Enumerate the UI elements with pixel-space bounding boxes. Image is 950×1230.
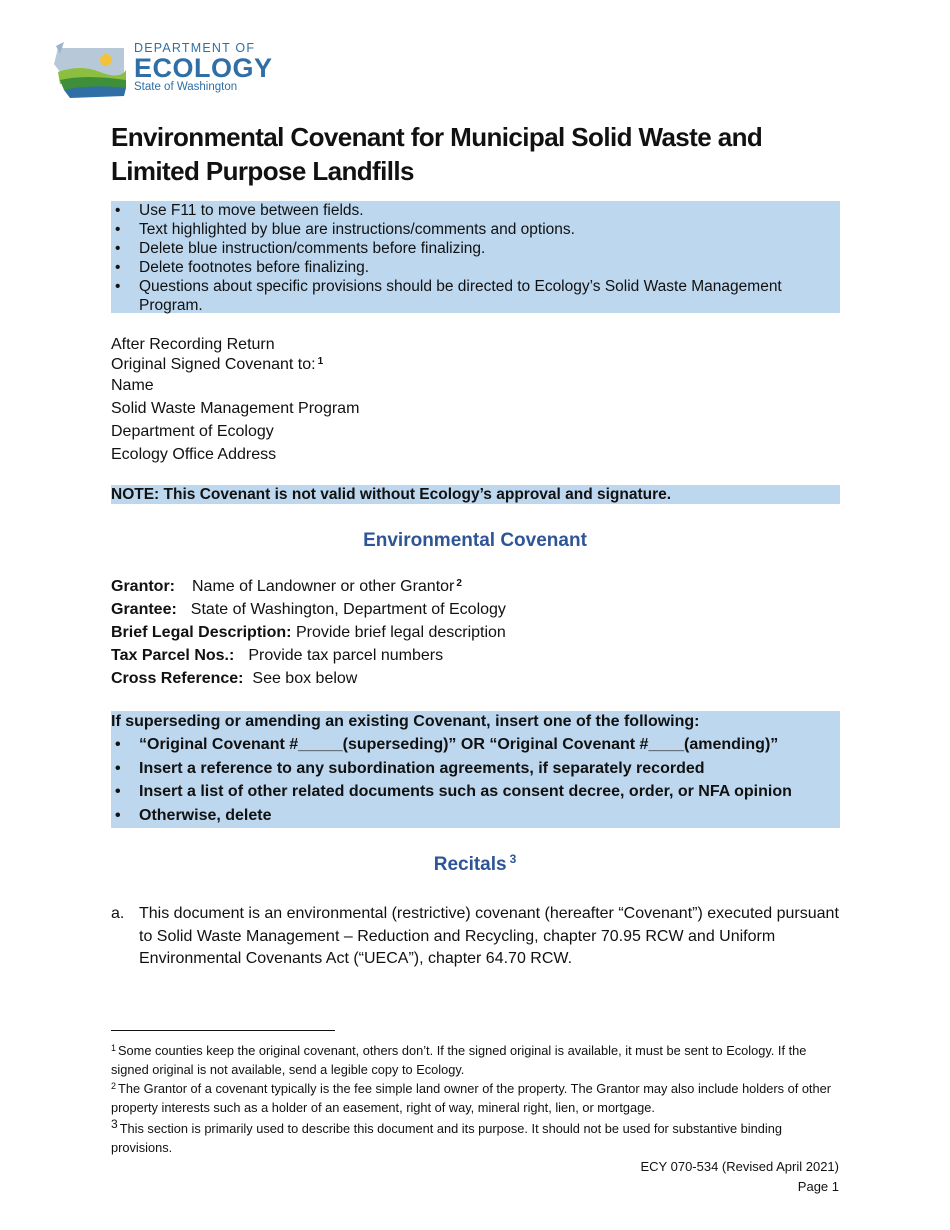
grantor-row (111, 575, 506, 598)
instruction-item: • Questions about specific provisions should be directed to Ecology’s Solid Waste Management Program. (111, 277, 840, 315)
grantor-label: Grantor: (111, 578, 175, 595)
supersede-heading: If superseding or amending an existing Covenant, insert one of the following: (111, 713, 700, 730)
document-title: Environmental Covenant for Municipal Solid Waste and Limited Purpose Landfills (111, 122, 763, 186)
washington-state-icon (50, 42, 130, 104)
grantee-row (111, 598, 506, 621)
grantee-value: State of Washington, Department of Ecology (190, 601, 506, 618)
cross-reference-label: Cross Reference: (111, 670, 244, 687)
supersede-item: • Insert a reference to any subordination agreements, if separately recorded (111, 757, 840, 781)
supersede-item: • Insert a list of other related documents such as consent decree, order, or NFA opinion (111, 780, 840, 804)
footnote-ref-3[interactable]: 3 (509, 852, 517, 866)
return-program: Solid Waste Management Program (111, 400, 360, 417)
footnote-separator (111, 1030, 335, 1031)
return-department: Department of Ecology (111, 423, 274, 440)
logo-department-text: DEPARTMENT OF (134, 41, 256, 55)
form-id: ECY 070-534 (Revised April 2021) (640, 1159, 839, 1174)
return-line-1: After Recording Return (111, 336, 275, 353)
validity-note: NOTE: This Covenant is not valid without Ecology’s approval and signature. (111, 485, 840, 504)
recital-letter: a. (111, 905, 125, 922)
legal-description-label: Brief Legal Description: (111, 624, 292, 641)
instructions-box (111, 201, 840, 313)
footnote-1: $^1$ Some counties keep the original covenant, others don’t. If the signed original is available, it must be sent to Ecology. If the signed original is not available, send a legible copy to Ecology. (111, 1043, 807, 1077)
section-heading-recitals: Recitals $^3$ (433, 852, 517, 875)
cross-reference-row (111, 667, 506, 690)
logo-ecology-text: ECOLOGY (134, 53, 273, 83)
grantor-field[interactable]: Name of Landowner or other Grantor (192, 578, 455, 595)
tax-parcel-label: Tax Parcel Nos.: (111, 647, 235, 664)
instruction-item: • Use F11 to move between fields. (111, 201, 840, 220)
return-name-field[interactable]: Name (111, 377, 154, 394)
supersede-item: • Otherwise, delete (111, 804, 840, 828)
ecology-logo (50, 38, 273, 106)
page-footer (641, 1157, 840, 1197)
tax-parcel-row (111, 644, 506, 667)
footnote-ref-1[interactable]: 1 (317, 355, 324, 367)
cross-reference-field[interactable]: See box below (252, 670, 358, 687)
covenant-fields (111, 575, 506, 690)
grantee-label: Grantee: (111, 601, 177, 618)
tax-parcel-field[interactable]: Provide tax parcel numbers (248, 647, 444, 664)
supersede-instructions-box (111, 711, 840, 828)
supersede-item: • “Original Covenant #_____(superseding)” OR “Original Covenant #____(amending)” (111, 733, 840, 757)
instruction-item: • Delete footnotes before finalizing. (111, 258, 840, 277)
recital-text: This document is an environmental (restrictive) covenant (hereafter “Covenant”) executed pursuant to Solid Waste Management – Reduction and Recycling, chapter 70.95 RCW and Uniform Environmental Covenants Act (“UECA”), chapter 64.70 RCW. (139, 905, 839, 967)
footnote-3: $^3$ This section is primarily used to describe this document and its purpose. It should not be used for substantive binding provisions. (111, 1117, 782, 1155)
page-number: Page 1 (797, 1179, 839, 1194)
footnote-ref-2[interactable]: 2 (456, 578, 462, 589)
return-address-field[interactable]: Ecology Office Address (111, 446, 277, 463)
logo-state-text: State of Washington (134, 81, 238, 93)
section-heading-environmental-covenant: Environmental Covenant (363, 530, 587, 551)
recital-item-a (111, 903, 841, 971)
instruction-item: • Text highlighted by blue are instructions/comments and options. (111, 220, 840, 239)
return-line-2: Original Signed Covenant to: $^1$ (111, 355, 324, 373)
return-address-block (111, 335, 359, 466)
instruction-item: • Delete blue instruction/comments before finalizing. (111, 239, 840, 258)
legal-description-row (111, 621, 506, 644)
legal-description-field[interactable]: Provide brief legal description (295, 624, 506, 641)
footnote-2: $^2$ The Grantor of a covenant typically is the fee simple land owner of the property. The Grantor may also include holders of other property interests such as a holder of an easement, right of way, mineral right, lien, or mortgage. (111, 1081, 831, 1115)
